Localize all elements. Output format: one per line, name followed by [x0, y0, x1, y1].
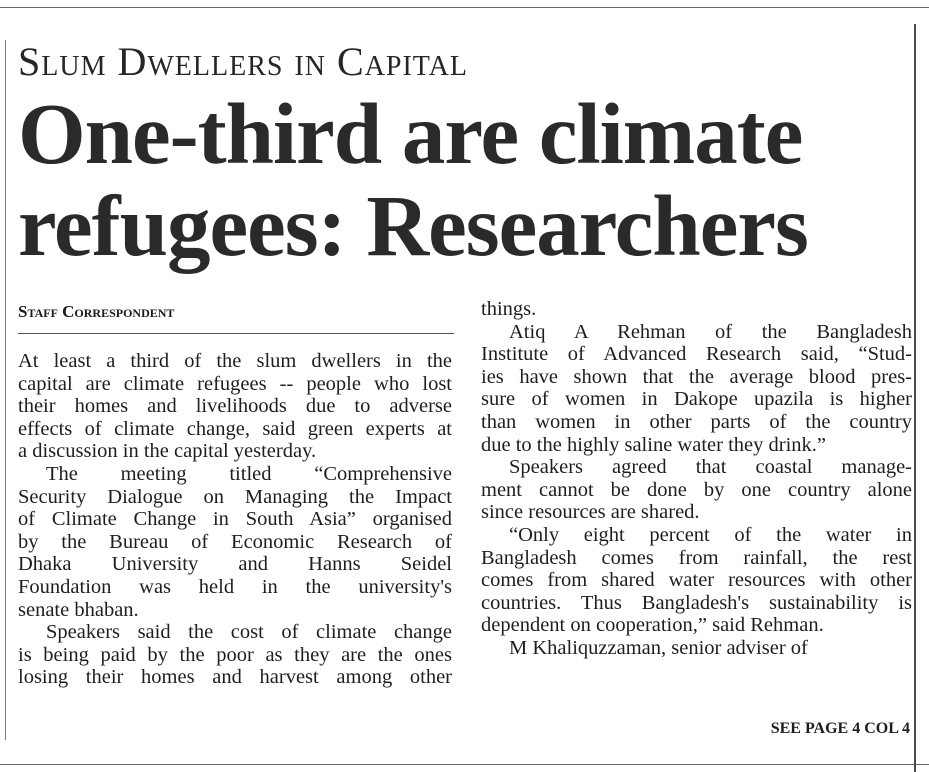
body-line: ies have shown that the average blood pres-: [481, 365, 912, 388]
continuation-note: SEE PAGE 4 COL 4: [770, 720, 910, 737]
body-line: dependent on cooperation,” said Rehman.: [481, 614, 824, 637]
body-line: The meeting titled “Comprehensive: [46, 462, 452, 485]
body-line: is being paid by the poor as they are the ones: [18, 643, 452, 666]
article-kicker: Slum Dwellers in Capital: [18, 39, 468, 84]
body-line: M Khaliquzzaman, senior adviser of: [509, 636, 808, 659]
byline: Staff Correspondent: [18, 302, 175, 321]
left-border-rule: [5, 40, 6, 740]
body-line: Speakers agreed that coastal manage-: [509, 456, 912, 479]
body-line: Bangladesh comes from rainfall, the rest: [481, 546, 912, 569]
body-line: losing their homes and harvest among other: [18, 666, 452, 689]
body-line: their homes and livelihoods due to adverse: [18, 395, 452, 418]
body-column-left: [18, 350, 452, 689]
body-line: by the Bureau of Economic Research of: [18, 530, 452, 553]
body-line: At least a third of the slum dwellers in the: [18, 350, 452, 372]
body-line: Speakers said the cost of climate change: [46, 621, 452, 644]
article-headline: [18, 85, 918, 274]
bottom-rule: [0, 764, 929, 765]
body-line: Security Dialogue on Managing the Impact: [18, 485, 452, 508]
body-line: since resources are shared.: [481, 501, 700, 524]
body-line: comes from shared water resources with other: [481, 569, 912, 592]
body-line: senate bhaban.: [18, 598, 139, 621]
body-line: “Only eight percent of the water in: [509, 523, 912, 546]
body-line: than women in other parts of the country: [481, 410, 912, 433]
body-line: sure of women in Dakope upazila is higher: [481, 388, 912, 411]
byline-rule: [18, 333, 454, 334]
top-rule: [0, 7, 929, 8]
body-line: ment cannot be done by one country alone: [481, 478, 912, 501]
body-line: Dhaka University and Hanns Seidel: [18, 553, 452, 576]
body-line: Foundation was held in the university's: [18, 575, 452, 598]
body-line: countries. Thus Bangladesh's sustainability is: [481, 591, 912, 614]
body-line: of Climate Change in South Asia” organised: [18, 508, 452, 531]
body-line: Institute of Advanced Research said, “Stud-: [481, 343, 912, 366]
headline-line: One-third are climate: [18, 85, 803, 182]
body-line: things.: [481, 298, 537, 320]
body-line: Atiq A Rehman of the Bangladesh: [509, 320, 912, 343]
body-line: capital are climate refugees -- people who lost: [18, 372, 452, 395]
body-column-right: [481, 298, 912, 660]
headline-line: refugees: Researchers: [18, 177, 808, 274]
body-line: effects of climate change, said green experts at: [18, 417, 452, 440]
body-line: due to the highly saline water they drink.”: [481, 433, 826, 456]
body-line: a discussion in the capital yesterday.: [18, 440, 317, 463]
